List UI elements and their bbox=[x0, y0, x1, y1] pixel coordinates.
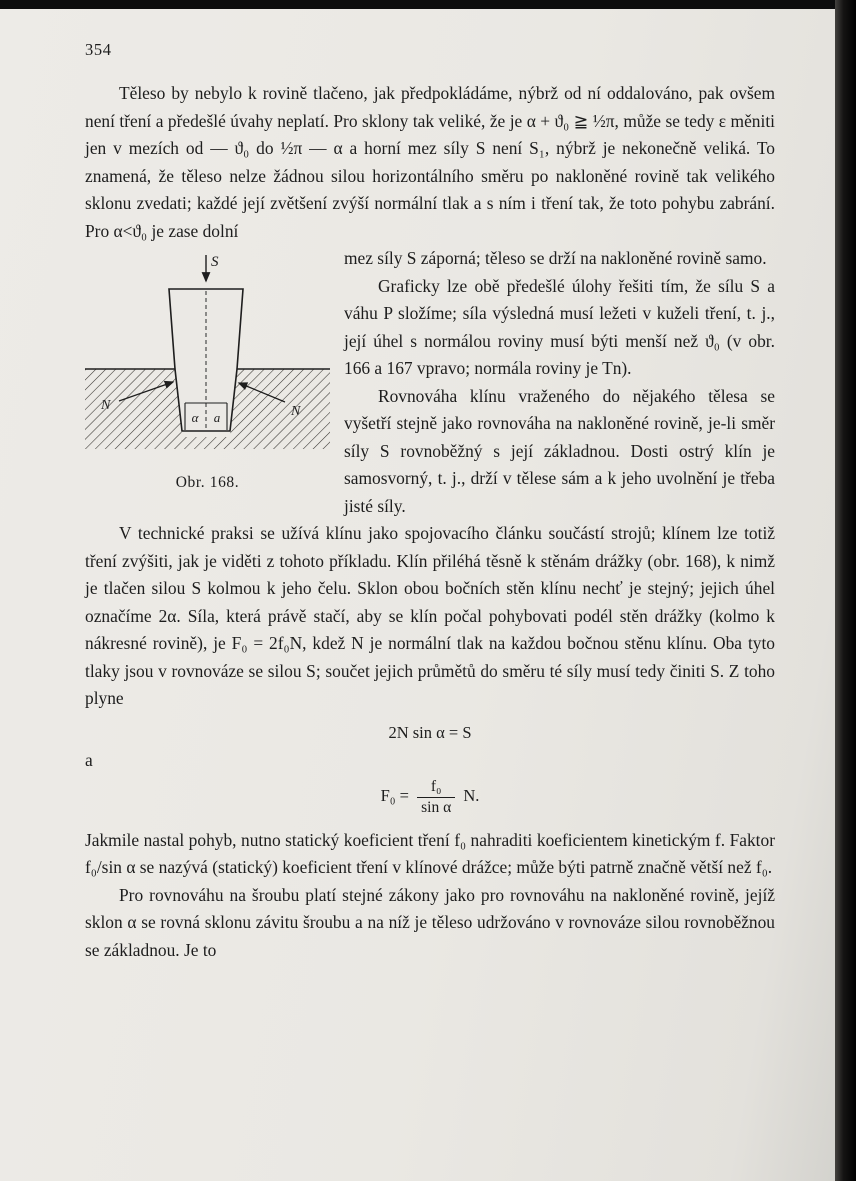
eq2-lhs: F₀ = bbox=[380, 786, 409, 806]
figure-168 bbox=[85, 251, 330, 492]
eq2-rhs: N. bbox=[463, 786, 480, 806]
normal-force-right-label: N bbox=[291, 404, 301, 419]
scan-edge-top bbox=[0, 0, 856, 9]
force-s-label: S bbox=[211, 254, 219, 270]
paragraph-4: V technické praksi se užívá klínu jako spojovacího článku součástí strojů; klínem lze totiž tření zvýšiti, jak je viděti z tohoto příkladu. Klín přiléhá těsně k stěnám drážky (obr. 168), k nimž je tlačen silou S kolmou k jeho čelu. Sklon obou bočních stěn klínu nechť je stejný; jejich úhel označíme 2α. Síla, která právě stačí, aby se klín počal pohybovati podél stěn drážky (kolmo k nákresné rovině), je F₀ = 2f₀N, kdež N je normální tlak na každou bočnou stěnu klínu. Oba tyto tlaky jsou v rovnováze se silou S; součet jejich průmětů do směru té síly musí tedy činiti S. Z toho plyne bbox=[85, 523, 775, 708]
alpha-label-right: a bbox=[213, 410, 221, 425]
hatched-ground-left bbox=[85, 369, 182, 437]
paragraph-1: Těleso by nebylo k rovině tlačeno, jak předpokládáme, nýbrž od ní oddalováno, pak ovšem není tření a předešlé úvahy neplatí. Pro sklony tak veliké, že je α + ϑ₀ ≧ ½π, může se tedy ε měniti jen v mezích od — ϑ₀ do ½π — α a horní mez síly S není S₁, nýbrž je nekonečně veliká. To znamená, že těleso nelze žádnou silou horizontálního směru po nakloněné rovině tak velikého sklonu zvedati; každé její zvětšení zvýší normální tlak a s ním i tření tak, že toto pohybu zabrání. Pro α<ϑ₀ je zase dolní bbox=[85, 83, 775, 241]
equation-2 bbox=[85, 778, 775, 817]
equation-1: 2N sin α = S bbox=[388, 722, 472, 742]
hatched-ground-right bbox=[230, 369, 330, 437]
paragraph-5: Jakmile nastal pohyb, nutno statický koeficient tření f₀ nahraditi koeficientem kinetickým f. Faktor f₀/sin α se nazývá (statický) koeficient tření v klínové drážce; může býti patrně značně větší než f₀. bbox=[85, 829, 775, 878]
paragraph-2: Graficky lze obě předešlé úlohy řešiti tím, že sílu S a váhu P složíme; síla výsledná musí ležeti v kuželi tření, t. j., její úhel s normálou roviny musí býti menší než ϑ₀ (v obr. 166 a 167 vpravo; normála roviny je Tn). bbox=[344, 275, 775, 378]
hatched-ground-bottom bbox=[85, 437, 330, 449]
conjunction-a: a bbox=[85, 749, 93, 770]
paragraph-3: Rovnováha klínu vraženého do nějakého tělesa se vyšetří stejně jako rovnováha na nakloněné rovině, je-li směr síly S rovnoběžný s její základnou. Dosti ostrý klín je samosvorný, t. j., drží v tělese sám a k jeho uvolnění je třeba jisté síly. bbox=[344, 385, 775, 516]
paragraph-1-continued: mez síly S záporná; těleso se drží na nakloněné rovině samo. bbox=[344, 248, 767, 268]
eq2-denominator: sin α bbox=[417, 797, 455, 817]
eq2-fraction bbox=[417, 778, 455, 817]
page-content bbox=[85, 40, 775, 964]
wedge-body bbox=[169, 289, 243, 431]
paragraph-6: Pro rovnováhu na šroubu platí stejné zákony jako pro rovnováhu na nakloněné rovině, jejíž sklon α se rovná sklonu závitu šroubu a na níž je těleso udržováno v rovnováze silou rovnoběžnou se základnou. Je to bbox=[85, 884, 775, 960]
figure-caption: Obr. 168. bbox=[175, 474, 240, 491]
normal-force-left-label: N bbox=[101, 398, 111, 413]
wedge-figure-svg bbox=[85, 251, 330, 465]
eq2-numerator: f₀ bbox=[430, 778, 442, 795]
scan-edge-right bbox=[835, 0, 856, 1181]
page-number: 354 bbox=[85, 40, 112, 59]
alpha-label-left: α bbox=[191, 410, 199, 425]
